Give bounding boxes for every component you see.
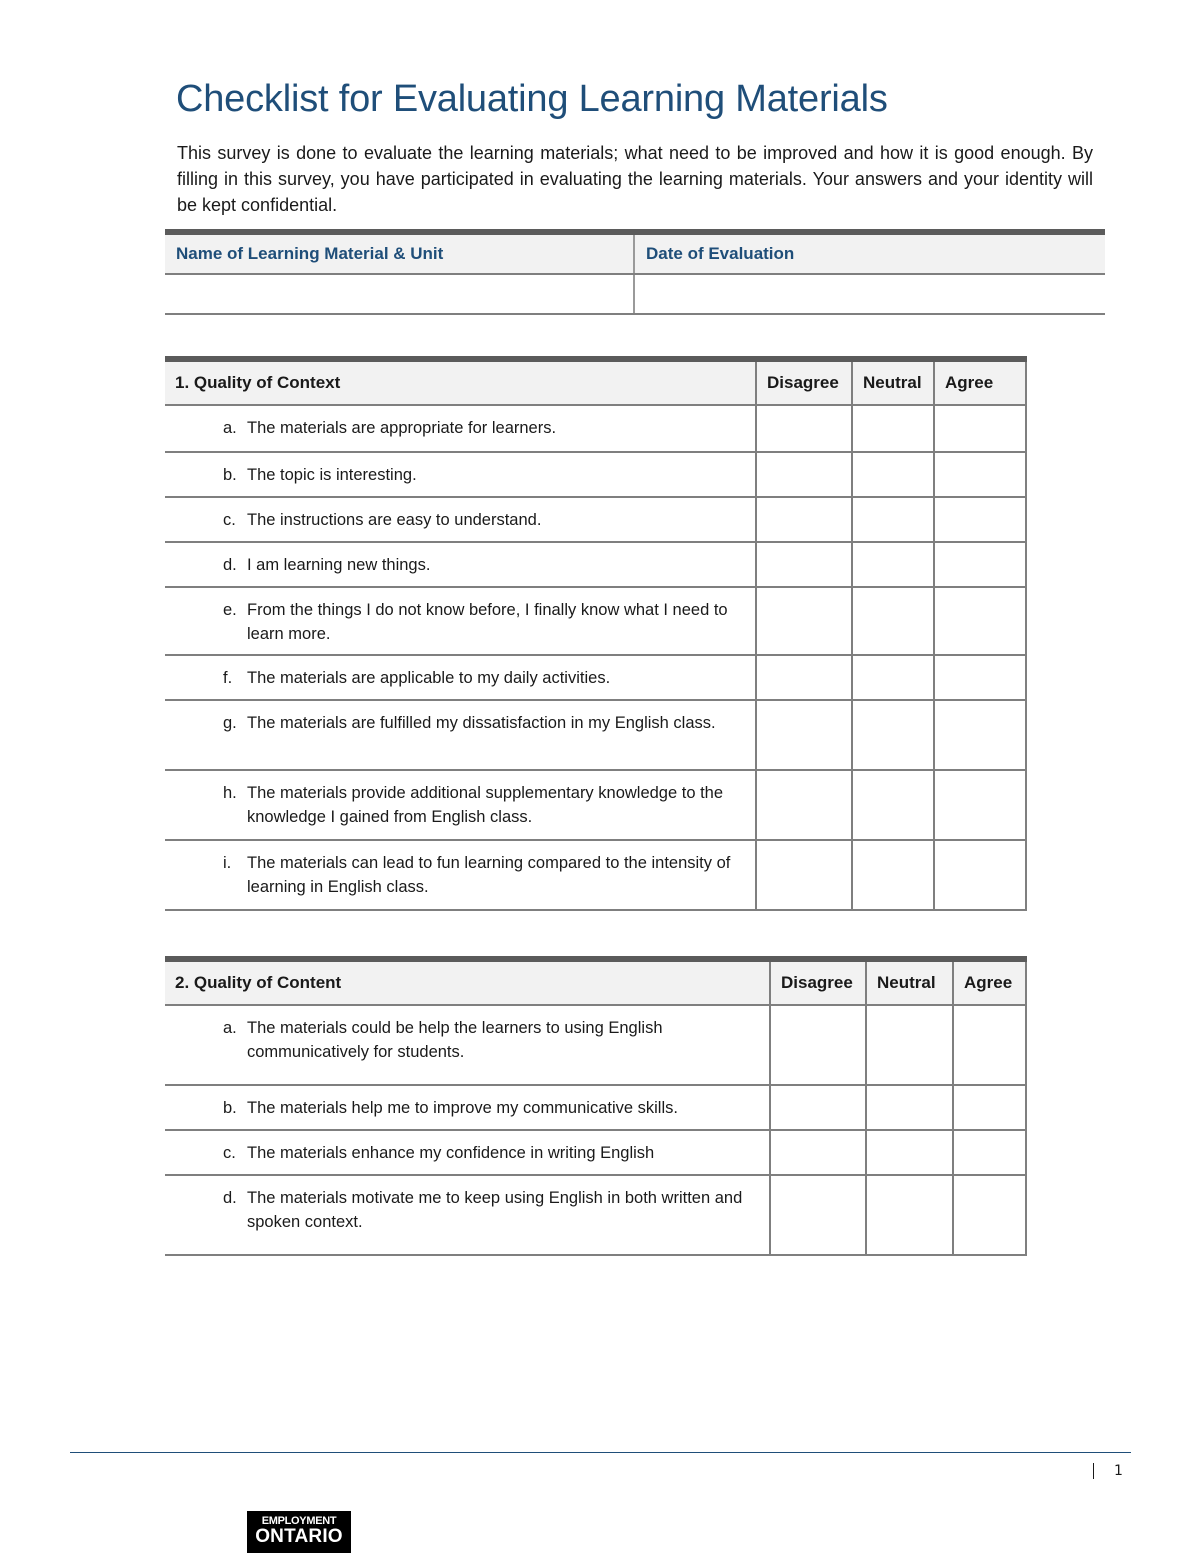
agree-response-cell[interactable] [934, 497, 1026, 542]
table-row [165, 1130, 1026, 1175]
statement-text: The materials can lead to fun learning compared to the intensity of learning in English class. [247, 854, 731, 896]
table-row [165, 405, 1026, 452]
table-row [165, 840, 1026, 910]
neutral-response-cell[interactable] [852, 655, 934, 700]
neutral-response-cell[interactable] [866, 1130, 953, 1175]
statement-letter: c. [223, 511, 236, 529]
statement-cell [165, 542, 756, 587]
disagree-response-cell[interactable] [756, 655, 852, 700]
statement-letter: a. [223, 419, 237, 437]
statement-text: The materials are applicable to my daily activities. [247, 669, 611, 687]
material-name-field[interactable] [165, 274, 634, 314]
disagree-response-cell[interactable] [770, 1130, 866, 1175]
statement-text: The topic is interesting. [247, 466, 417, 484]
statement-letter: c. [223, 1144, 236, 1162]
statement-cell [165, 497, 756, 542]
agree-response-cell[interactable] [934, 700, 1026, 770]
statement-letter: i. [223, 854, 232, 872]
statement-letter: g. [223, 714, 237, 732]
table-row [165, 497, 1026, 542]
agree-response-cell[interactable] [934, 770, 1026, 840]
statement-letter: b. [223, 466, 237, 484]
statement-cell [165, 405, 756, 452]
section2-heading: 2. Quality of Content [165, 959, 770, 1005]
page-title: Checklist for Evaluating Learning Materials [176, 78, 888, 120]
statement-cell [165, 587, 756, 655]
section2-agree-header: Agree [953, 959, 1026, 1005]
disagree-response-cell[interactable] [756, 587, 852, 655]
disagree-response-cell[interactable] [770, 1005, 866, 1085]
agree-response-cell[interactable] [953, 1130, 1026, 1175]
statement-cell [165, 1130, 770, 1175]
neutral-response-cell[interactable] [852, 452, 934, 497]
page-number-bar [1093, 1463, 1094, 1479]
logo-line-1: EMPLOYMENT [261, 1515, 337, 1527]
statement-letter: a. [223, 1019, 237, 1037]
agree-response-cell[interactable] [934, 405, 1026, 452]
agree-response-cell[interactable] [953, 1085, 1026, 1130]
table-row [165, 655, 1026, 700]
neutral-response-cell[interactable] [866, 1005, 953, 1085]
statement-text: I am learning new things. [247, 556, 431, 574]
disagree-response-cell[interactable] [756, 700, 852, 770]
quality-of-content-table [165, 956, 1027, 1256]
section2-disagree-header: Disagree [770, 959, 866, 1005]
statement-text: The materials are appropriate for learners. [247, 419, 557, 437]
agree-response-cell[interactable] [934, 587, 1026, 655]
agree-response-cell[interactable] [934, 655, 1026, 700]
table-row [165, 770, 1026, 840]
neutral-response-cell[interactable] [852, 405, 934, 452]
agree-response-cell[interactable] [953, 1175, 1026, 1255]
evaluation-date-field[interactable] [634, 274, 1105, 314]
statement-text: The instructions are easy to understand. [247, 511, 542, 529]
statement-letter: b. [223, 1099, 237, 1117]
agree-response-cell[interactable] [934, 542, 1026, 587]
statement-cell [165, 700, 756, 770]
statement-cell [165, 1175, 770, 1255]
statement-cell [165, 1005, 770, 1085]
employment-ontario-logo [247, 1511, 351, 1553]
table-row [165, 587, 1026, 655]
statement-text: The materials enhance my confidence in writing English [247, 1144, 655, 1162]
disagree-response-cell[interactable] [756, 840, 852, 910]
neutral-response-cell[interactable] [852, 587, 934, 655]
section2-neutral-header: Neutral [866, 959, 953, 1005]
agree-response-cell[interactable] [953, 1005, 1026, 1085]
statement-letter: d. [223, 556, 237, 574]
quality-of-context-table [165, 356, 1027, 911]
neutral-response-cell[interactable] [852, 542, 934, 587]
statement-text: The materials help me to improve my communicative skills. [247, 1099, 678, 1117]
disagree-response-cell[interactable] [756, 770, 852, 840]
disagree-response-cell[interactable] [756, 497, 852, 542]
disagree-response-cell[interactable] [756, 452, 852, 497]
logo-line-2: ONTARIO [255, 1526, 343, 1547]
statement-cell [165, 1085, 770, 1130]
page-number [1093, 1463, 1123, 1479]
neutral-response-cell[interactable] [852, 700, 934, 770]
neutral-response-cell[interactable] [852, 770, 934, 840]
neutral-response-cell[interactable] [852, 497, 934, 542]
statement-cell [165, 770, 756, 840]
agree-response-cell[interactable] [934, 840, 1026, 910]
neutral-response-cell[interactable] [866, 1085, 953, 1130]
statement-letter: e. [223, 601, 237, 619]
statement-letter: f. [223, 669, 233, 687]
statement-letter: h. [223, 784, 237, 802]
material-name-header: Name of Learning Material & Unit [165, 232, 634, 274]
disagree-response-cell[interactable] [770, 1085, 866, 1130]
statement-text: From the things I do not know before, I finally know what I need to learn more. [247, 601, 728, 643]
table-row [165, 1005, 1026, 1085]
info-table [165, 229, 1105, 315]
intro-paragraph: This survey is done to evaluate the learning materials; what need to be improved and how it is good enough. By filling in this survey, you have participated in evaluating the learning materials. Your answers and your identity will be kept confidential. [177, 143, 1093, 215]
section1-heading: 1. Quality of Context [165, 359, 756, 405]
table-row [165, 1085, 1026, 1130]
statement-text: The materials motivate me to keep using English in both written and spoken context. [247, 1189, 743, 1231]
statement-text: The materials could be help the learners to using English communicatively for students. [247, 1019, 663, 1061]
section1-agree-header: Agree [934, 359, 1026, 405]
agree-response-cell[interactable] [934, 452, 1026, 497]
statement-text: The materials are fulfilled my dissatisfaction in my English class. [247, 714, 716, 732]
section1-disagree-header: Disagree [756, 359, 852, 405]
table-row [165, 1175, 1026, 1255]
statement-cell [165, 452, 756, 497]
table-row [165, 700, 1026, 770]
section1-neutral-header: Neutral [852, 359, 934, 405]
footer-divider [70, 1452, 1131, 1453]
neutral-response-cell[interactable] [866, 1175, 953, 1255]
statement-letter: d. [223, 1189, 237, 1207]
page-number-value: 1 [1114, 1463, 1123, 1479]
statement-cell [165, 655, 756, 700]
statement-cell [165, 840, 756, 910]
disagree-response-cell[interactable] [756, 542, 852, 587]
table-row [165, 452, 1026, 497]
table-row [165, 542, 1026, 587]
neutral-response-cell[interactable] [852, 840, 934, 910]
statement-text: The materials provide additional supplementary knowledge to the knowledge I gained from English class. [247, 784, 724, 826]
disagree-response-cell[interactable] [770, 1175, 866, 1255]
evaluation-date-header: Date of Evaluation [634, 232, 1105, 274]
disagree-response-cell[interactable] [756, 405, 852, 452]
